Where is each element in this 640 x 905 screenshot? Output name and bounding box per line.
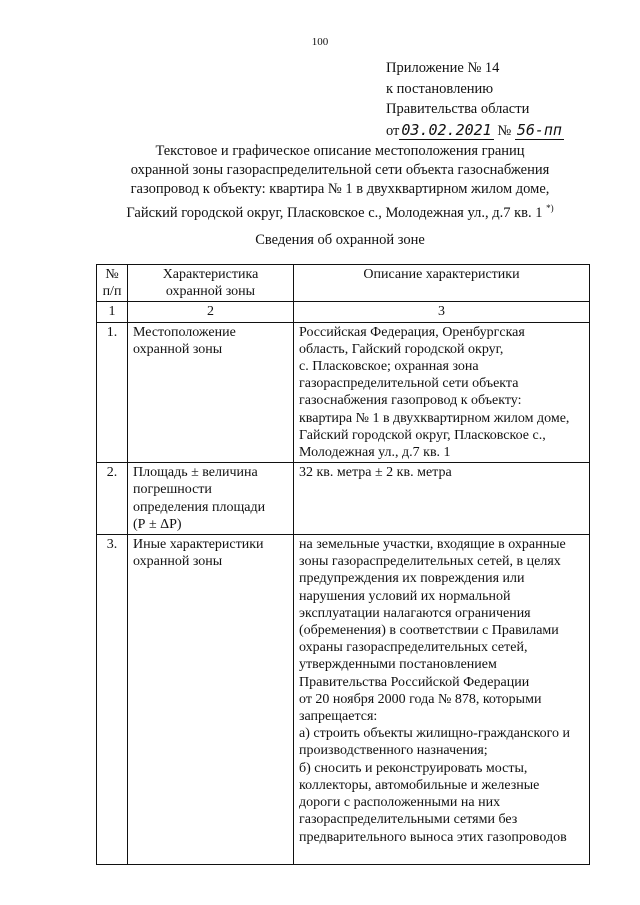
resolution-date: 03.02.2021 bbox=[401, 120, 492, 139]
appendix-line-3: Правительства области bbox=[386, 101, 530, 117]
protection-zone-table bbox=[96, 264, 590, 865]
row-description: на земельные участки, входящие в охранные зоны газораспределительных сетей, в целях предупреждения их повреждения или нарушения условий их нормальной эксплуатации налагаются ограничения (обременения) в соответствии с Правилами охраны газораспределительных сетей, утвержденными постановлением Правительства Российской Федерации от 20 ноября 2000 года № 878, которыми запрещается: а) строить объекты жилищно-гражданского и производственного назначения; б) сносить и реконструировать мосты, коллекторы, автомобильные и железные дороги с расположенными на них газораспределительными сетями без предварительного выноса этих газопроводов bbox=[294, 535, 590, 865]
row-description: Российская Федерация, Оренбургская область, Гайский городской округ, с. Пласковское; охранная зона газораспределительной сети объекта газоснабжения газопровод к объекту: квартира № 1 в двухквартирном жилом доме, Гайский городской округ, Пласковское с., Молодежная ул., д.7 кв. 1 bbox=[294, 322, 590, 463]
title-line-4: Гайский городской округ, Пласковское с., Молодежная ул., д.7 кв. 1 *) bbox=[126, 203, 554, 221]
header-characteristic: Характеристика охранной зоны bbox=[128, 265, 294, 302]
resolution-number: 56-пп bbox=[516, 120, 562, 139]
row-num: 1. bbox=[97, 322, 128, 463]
section-title: Сведения об охранной зоне bbox=[255, 232, 425, 248]
document-title bbox=[60, 142, 620, 223]
row-characteristic: Местоположение охранной зоны bbox=[128, 322, 294, 463]
table-header-row bbox=[97, 265, 590, 302]
column-number: 1 bbox=[97, 302, 128, 322]
table-row bbox=[97, 463, 590, 535]
page-number: 100 bbox=[311, 36, 329, 48]
row-characteristic: Иные характеристики охранной зоны bbox=[128, 535, 294, 865]
header-description: Описание характеристики bbox=[294, 265, 590, 302]
row-num: 3. bbox=[97, 535, 128, 865]
row-num: 2. bbox=[97, 463, 128, 535]
from-label: от bbox=[386, 122, 400, 139]
appendix-block bbox=[386, 58, 616, 141]
title-line-1: Текстовое и графическое описание местоположения границ bbox=[155, 143, 525, 159]
footnote-mark: *) bbox=[546, 203, 554, 213]
row-characteristic: Площадь ± величина погрешности определения площади (Р ± ΔР) bbox=[128, 463, 294, 535]
appendix-line-2: к постановлению bbox=[386, 80, 494, 97]
table-row bbox=[97, 535, 590, 865]
header-num: № п/п bbox=[97, 265, 128, 302]
title-line-2: охранной зоны газораспределительной сети объекта газоснабжения bbox=[130, 162, 550, 178]
resolution-date-line bbox=[386, 120, 616, 142]
table-row bbox=[97, 322, 590, 463]
row-description: 32 кв. метра ± 2 кв. метра bbox=[294, 463, 590, 535]
title-line-3: газопровод к объекту: квартира № 1 в двухквартирном жилом доме, bbox=[130, 181, 550, 197]
column-number-row bbox=[97, 302, 590, 322]
number-label: № bbox=[497, 122, 512, 139]
column-number: 3 bbox=[294, 302, 590, 322]
column-number: 2 bbox=[128, 302, 294, 322]
appendix-line-1: Приложение № 14 bbox=[386, 60, 500, 76]
